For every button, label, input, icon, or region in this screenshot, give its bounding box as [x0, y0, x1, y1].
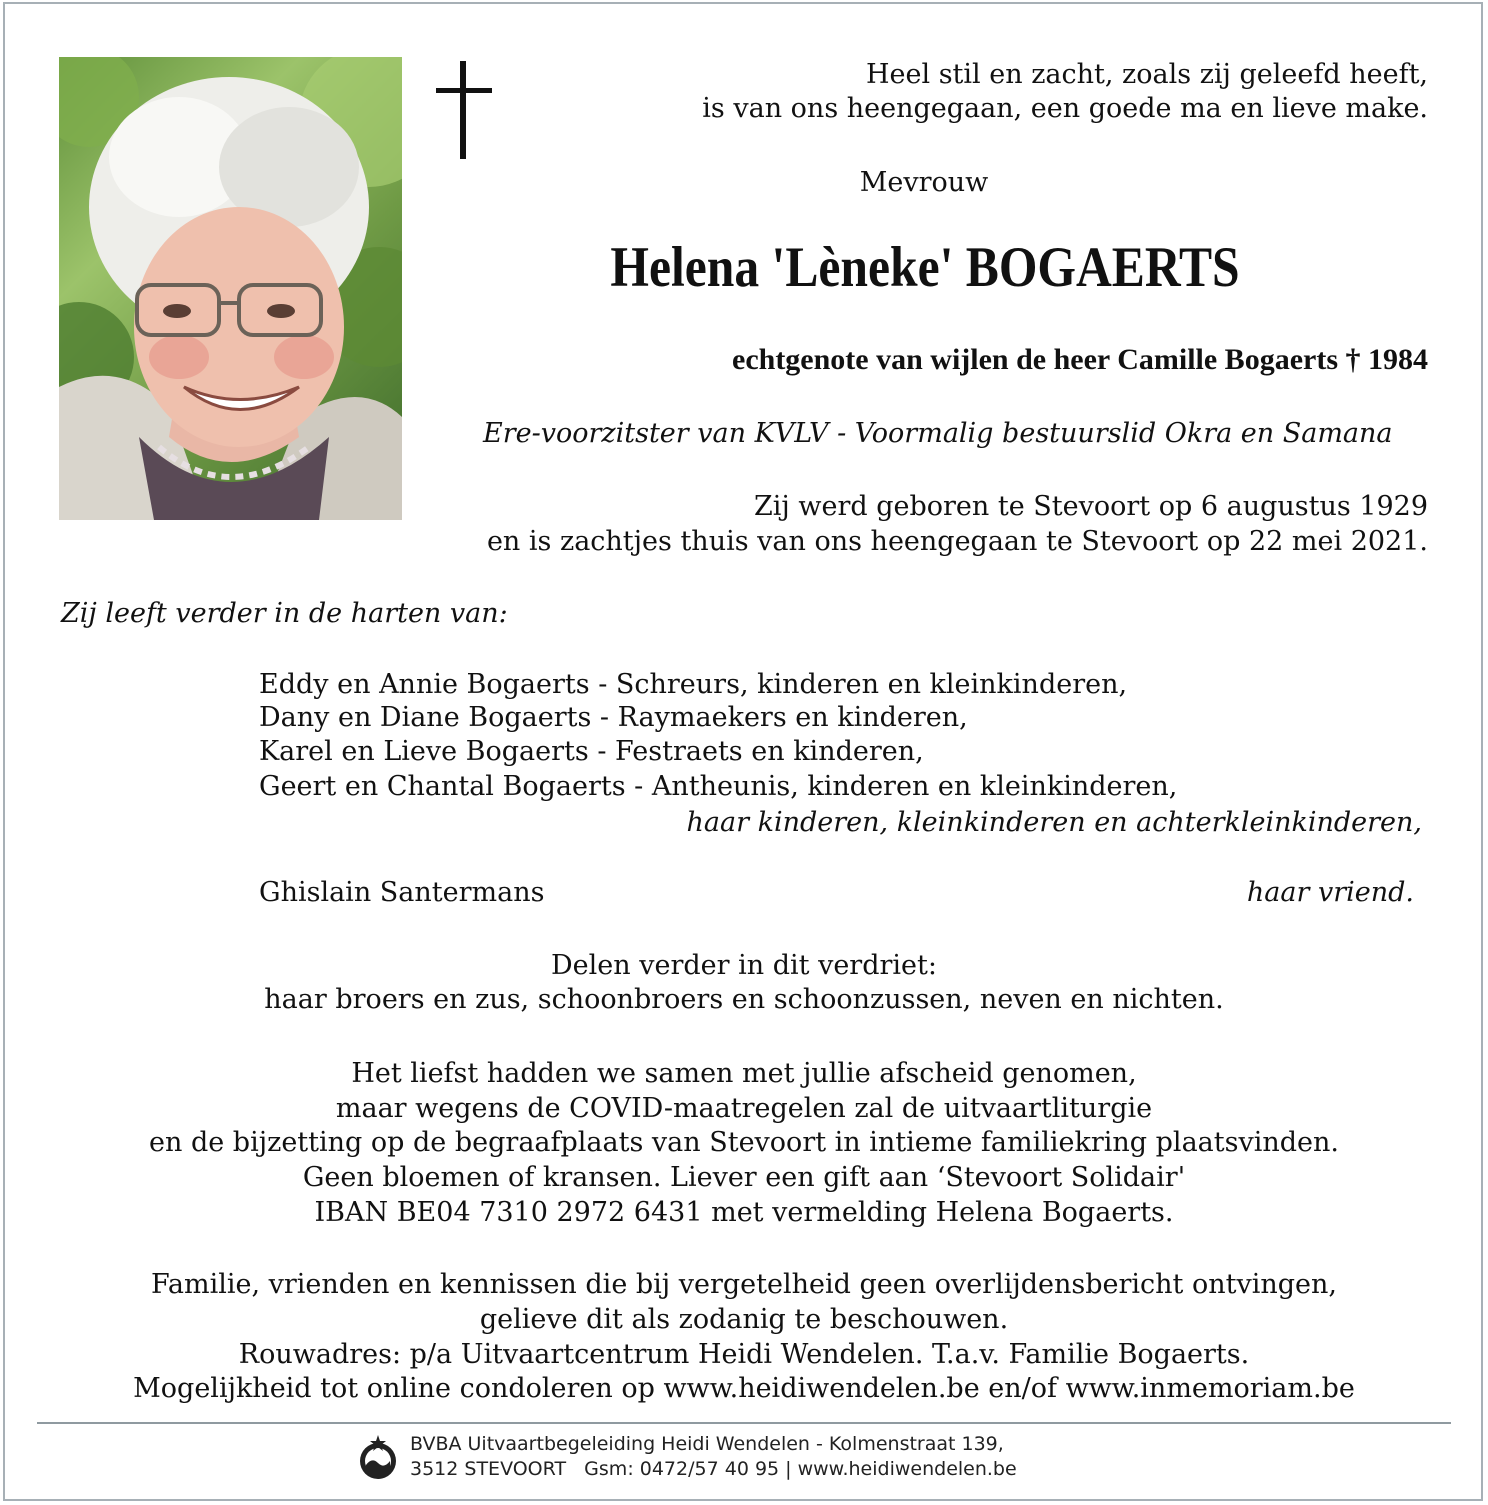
- spouse-line: echtgenote van wijlen de heer Camille Bogaerts † 1984: [732, 343, 1428, 376]
- friend-name: Ghislain Santermans: [259, 877, 545, 908]
- portrait-photo: [59, 57, 402, 520]
- death-line: en is zachtjes thuis van ons heengegaan te Stevoort op 22 mei 2021.: [486, 526, 1428, 557]
- footer-line-2: 3512 STEVOORT Gsm: 0472/57 40 95 | www.heidiwendelen.be: [410, 1458, 1017, 1480]
- friend-role: haar vriend.: [1246, 877, 1414, 908]
- family-line: Dany en Diane Bogaerts - Raymaekers en kinderen,: [259, 702, 968, 733]
- funeral-info-line: maar wegens de COVID-maatregelen zal de uitvaartliturgie: [335, 1093, 1153, 1124]
- family-role: haar kinderen, kleinkinderen en achterkleinkinderen,: [686, 807, 1422, 838]
- funeral-info-line: IBAN BE04 7310 2972 6431 met vermelding Helena Bogaerts.: [314, 1197, 1174, 1228]
- funeral-info-line: en de bijzetting op de begraafplaats van Stevoort in intieme familiekring plaatsvinden.: [149, 1127, 1339, 1158]
- family-line: Geert en Chantal Bogaerts - Antheunis, kinderen en kleinkinderen,: [259, 771, 1178, 802]
- survived-intro: Zij leeft verder in de harten van:: [61, 598, 508, 629]
- funeral-info-line: Geen bloemen of kransen. Liever een gift aan ‘Stevoort Solidair': [302, 1162, 1186, 1193]
- closing-line: Rouwadres: p/a Uitvaartcentrum Heidi Wendelen. T.a.v. Familie Bogaerts.: [238, 1339, 1250, 1370]
- family-line: Karel en Lieve Bogaerts - Festraets en kinderen,: [259, 736, 924, 767]
- deceased-name: Helena 'Lèneke' BOGAERTS: [610, 236, 1240, 299]
- closing-line: Familie, vrienden en kennissen die bij vergetelheid geen overlijdensbericht ontvingen,: [150, 1269, 1337, 1300]
- poem-line-1: Heel stil en zacht, zoals zij geleefd heeft,: [865, 59, 1428, 90]
- sharing-line-1: Delen verder in dit verdriet:: [551, 950, 937, 981]
- poem-line-2: is van ons heengegaan, een goede ma en lieve make.: [702, 93, 1428, 124]
- footer-separator: [37, 1422, 1451, 1424]
- closing-line: Mogelijkheid tot online condoleren op www.heidiwendelen.be en/of www.inmemoriam.be: [133, 1373, 1355, 1404]
- footer-line-1: BVBA Uitvaartbegeleiding Heidi Wendelen - Kolmenstraat 139,: [410, 1433, 1004, 1455]
- funeral-info-line: Het liefst hadden we samen met jullie afscheid genomen,: [351, 1058, 1137, 1089]
- closing-line: gelieve dit als zodanig te beschouwen.: [479, 1304, 1009, 1335]
- funeral-home-logo-icon: [357, 1433, 399, 1481]
- roles-line: Ere-voorzitster van KVLV - Voormalig bestuurslid Okra en Samana: [483, 418, 1393, 449]
- sharing-line-2: haar broers en zus, schoonbroers en schoonzussen, neven en nichten.: [264, 984, 1224, 1015]
- birth-line: Zij werd geboren te Stevoort op 6 augustus 1929: [754, 491, 1428, 522]
- salutation: Mevrouw: [859, 167, 989, 198]
- family-line: Eddy en Annie Bogaerts - Schreurs, kinderen en kleinkinderen,: [259, 669, 1128, 700]
